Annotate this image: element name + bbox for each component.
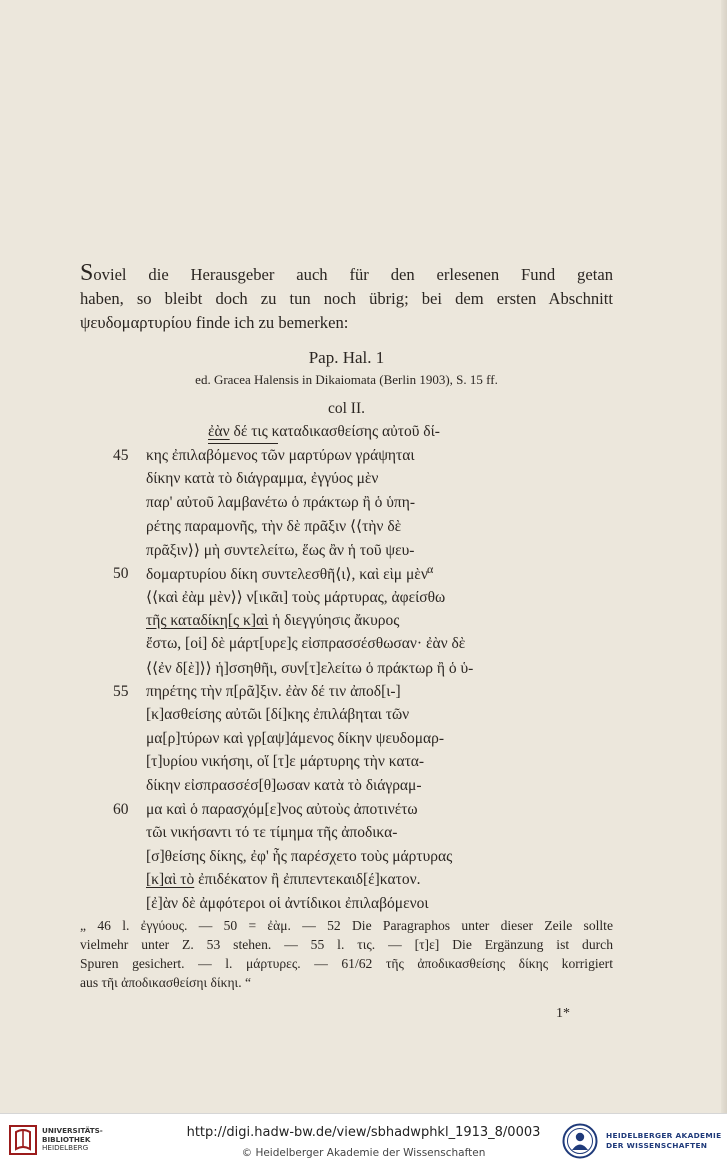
greek-text-line <box>146 730 444 748</box>
underlined-text: ἐὰν <box>208 423 230 440</box>
greek-text-line <box>146 541 414 560</box>
line-number: 60 <box>113 800 129 818</box>
line-text: κης ἐπιλαβόμενος τῶν μαρτύρων γράψηται <box>146 446 415 464</box>
line-text: τῶι νικήσαντι τό τε τίμημα τῆς ἀποδικα- <box>146 824 398 842</box>
greek-text-line <box>146 848 452 866</box>
line-text-continued: ἐπιδέκατον ἢ ἐπιπεντεκαιδ[έ]κατον. <box>194 871 421 889</box>
copyright-notice: © Heidelberger Akademie der Wissenschaften <box>241 1147 486 1159</box>
line-text: [ἐ]ὰν δὲ ἀμφότεροι οἱ ἀντίδικοι ἐπιλαβόμενοι <box>146 895 429 912</box>
line-text-continued: ἡ διεγγύησις ἄκυρος <box>268 611 400 629</box>
footnote-line-1: „ 46 l. ἐγγύους. — 50 = ἐὰμ. — 52 Die Paragraphos unter dieser Zeile sollte <box>80 918 613 933</box>
column-heading: col II. <box>327 400 365 417</box>
line-text: [σ]θείσης δίκης, ἐφ' ἧς παρέσχετο τοὺς μάρτυρας <box>146 847 453 865</box>
greek-text-line <box>208 423 440 441</box>
permalink-url[interactable]: http://digi.hadw-bw.de/view/sbhadwphkl_1913_8/0003 <box>186 1125 541 1140</box>
signature-mark: 1* <box>556 1006 570 1021</box>
paragraphos-rule <box>208 443 278 444</box>
intro-paragraph <box>80 261 613 335</box>
hd-line-1: HEIDELBERGER AKADEMIE <box>606 1131 722 1140</box>
line-text: ἔστω, [οἱ] δὲ μάρτ[υρε]ς εἰσπρασσέσθωσαν· ἐὰν δὲ <box>146 635 466 653</box>
underlined-text: τῆς καταδίκη[ς κ]αὶ <box>146 611 269 629</box>
line-text: δομαρτυρίου δίκη συντελεσθῆ⟨ι⟩, καὶ εὶμ μὲν <box>146 565 428 583</box>
line-text: [κ]ασθείσης αὐτῶι [δί]κης ἐπιλάβηται τῶν <box>146 706 410 724</box>
line-text: μα[ρ]τύρων καὶ γρ[αψ]άμενος δίκην ψευδομαρ- <box>146 729 445 747</box>
greek-text-line <box>146 777 422 795</box>
greek-text-line <box>146 635 465 653</box>
intro-line-1 <box>80 261 613 287</box>
line-number: 45 <box>113 446 129 464</box>
line-number: 50 <box>113 564 129 582</box>
line-text-continued: δέ τις καταδικασθείσης αὐτοῦ δί- <box>229 423 440 440</box>
intro-line-1-text: oviel die Herausgeber auch für den erlesenen Fund getan <box>93 265 613 284</box>
line-text: μα καὶ ὁ παρασχόμ[ε]νος αὐτοὺς ἀποτινέτω <box>146 800 418 818</box>
page-edge <box>721 0 727 1113</box>
footnote <box>80 916 613 992</box>
ub-line-3: HEIDELBERG <box>42 1143 89 1153</box>
drop-cap: S <box>80 260 94 286</box>
line-text: ⟨⟨ἐν δ[ὲ]⟩⟩ ἡ]σσηθῆι, συν[τ]ελείτω ὁ πράκτωρ ἢ ὁ ὑ- <box>146 660 474 677</box>
academy-label <box>606 1131 721 1150</box>
line-text: ρέτης παραμονῆς, τὴν δὲ πρᾶξιν ⟨⟨τὴν δὲ <box>146 518 402 536</box>
greek-text-line <box>146 588 445 607</box>
greek-text-line <box>146 447 415 465</box>
footnote-line-2: vielmehr unter Z. 53 stehen. — 55 l. τις. — [τ]ε] Die Ergänzung ist durch <box>80 937 613 952</box>
seal-portrait-icon <box>562 1123 598 1159</box>
line-text: ⟨⟨καὶ ἐὰμ μὲν⟩⟩ ν[ικᾶι] τοὺς μάρτυρας, ἀφείσθω <box>146 589 446 607</box>
source-edition: ed. Gracea Halensis in Dikaiomata (Berlin 1903), S. 15 ff. <box>195 372 498 387</box>
footnote-line-4: aus τῆι ἀποδικασθείσηι δίκηι. “ <box>80 975 252 990</box>
greek-text-line <box>146 753 424 771</box>
greek-text-line <box>146 871 420 889</box>
greek-text-line <box>146 565 428 584</box>
greek-text-line <box>146 612 399 630</box>
ub-line-2: BIBLIOTHEK <box>42 1134 91 1144</box>
intro-line-3: ψευδομαρτυρίου finde ich zu bemerken: <box>80 313 349 332</box>
greek-text-line <box>146 801 418 819</box>
line-number: 55 <box>113 682 129 700</box>
line-text: [τ]υρίου νικήσηι, οἵ [τ]ε μάρτυρης τὴν κατα- <box>146 753 425 771</box>
greek-text-line <box>146 706 409 724</box>
ub-line-1: UNIVERSITÄTS- <box>42 1126 103 1135</box>
underlined-text: [κ]αὶ τὸ <box>146 871 195 889</box>
footnote-line-3: Spuren gesichert. — l. μάρτυρες. — 61/62 τῆς ἀποδικασθείσης δίκης korrigiert <box>80 956 613 971</box>
line-text: πρᾶξιν⟩⟩ μὴ συντελείτω, ἕως ἂν ἡ τοῦ ψευ- <box>146 542 415 559</box>
source-title: Pap. Hal. 1 <box>308 348 385 367</box>
line-text: δίκην εἰσπρασσέσ[θ]ωσαν κατὰ τὸ διάγραμ- <box>146 777 422 794</box>
greek-text-line <box>146 824 397 842</box>
greek-text-line <box>146 517 401 536</box>
line-text: δίκην κατὰ τὸ διάγραμμα, ἐγγύος μὲν <box>146 470 379 488</box>
greek-text-line <box>146 494 415 512</box>
greek-text-line <box>146 659 473 678</box>
intro-line-2: haben, so bleibt doch zu tun noch übrig; bei dem ersten Abschnitt <box>80 289 613 308</box>
line-text: παρ' αὐτοῦ λαμβανέτω ὁ πράκτωρ ἢ ὁ ὑπη- <box>146 493 415 511</box>
line-text: πηρέτης τὴν π[ρᾶ]ξιν. ἐὰν δέ τιν ἀποδ[ι-] <box>146 682 401 700</box>
greek-text-line <box>146 470 378 488</box>
superscript-correction: α <box>427 562 434 576</box>
viewer-footer <box>0 1113 727 1166</box>
greek-text-line <box>146 895 429 913</box>
hd-line-2: DER WISSENSCHAFTEN <box>606 1140 708 1150</box>
greek-text-line <box>146 683 401 701</box>
